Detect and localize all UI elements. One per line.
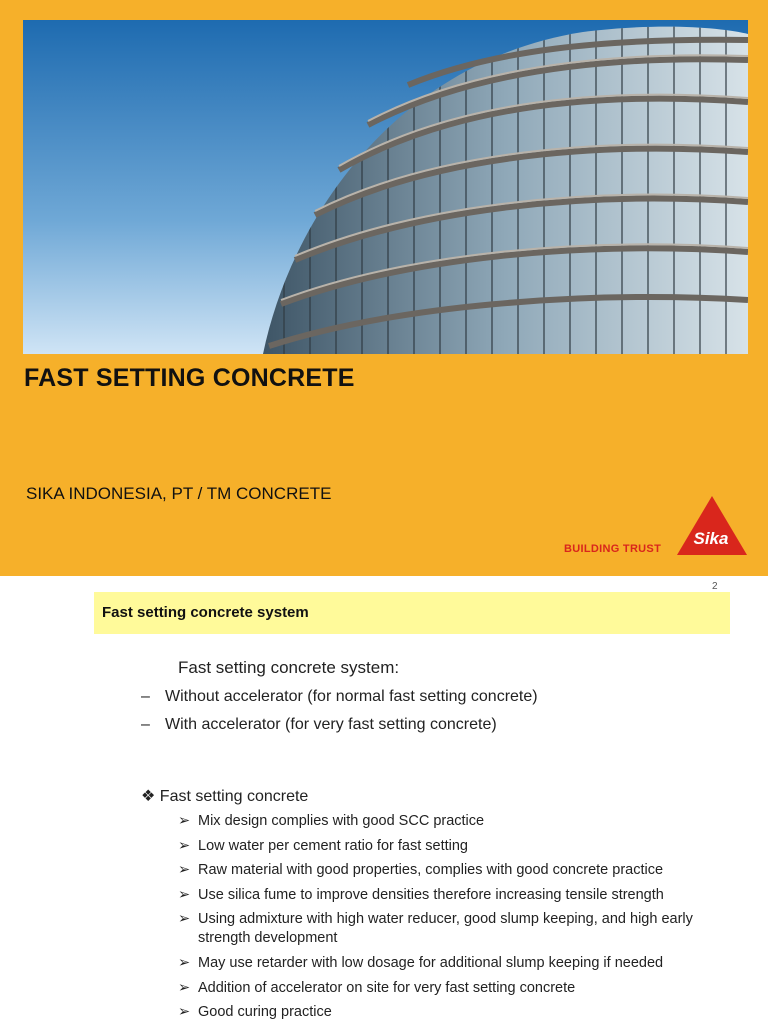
list-item: ➢ Use silica fume to improve densities therefore increasing tensile strength <box>178 886 664 903</box>
list-item: ➢ Addition of accelerator on site for very fast setting concrete <box>178 979 576 996</box>
dash-list-item: – With accelerator (for very fast setting concrete) <box>141 716 497 733</box>
dash-bullet-icon: – <box>141 688 150 705</box>
list-item: ➢ Raw material with good properties, complies with good concrete practice <box>178 862 664 879</box>
logo-wordmark: Sika <box>693 529 729 548</box>
dash-bullet-icon: – <box>141 716 150 733</box>
page-number: 2 <box>712 581 718 592</box>
arrow-bullet-icon: ➢ <box>178 979 191 996</box>
sika-logo <box>676 494 748 556</box>
list-item: ➢ Using admixture with high water reducer, good slump keeping, and high early strength development <box>178 911 693 947</box>
building-photo <box>23 20 748 354</box>
arrow-bullet-icon: ➢ <box>178 1004 191 1021</box>
arrow-bullet-icon: ➢ <box>178 837 191 854</box>
section-banner <box>94 592 730 634</box>
arrow-bullet-icon: ➢ <box>178 862 191 879</box>
list-item: ➢ Low water per cement ratio for fast setting <box>178 837 468 854</box>
arrow-bullet-icon: ➢ <box>178 886 191 903</box>
arrow-bullet-icon: ➢ <box>178 954 191 971</box>
content-heading: Fast setting concrete system: <box>178 658 400 677</box>
dash-list-item: – Without accelerator (for normal fast setting concrete) <box>141 688 538 705</box>
list-item: ➢ May use retarder with low dosage for additional slump keeping if needed <box>178 954 664 971</box>
section-label: ❖ Fast setting concrete <box>141 788 309 805</box>
arrow-bullet-icon: ➢ <box>178 813 191 829</box>
diamond-bullet-icon: ❖ <box>141 788 156 805</box>
list-item: ➢ Mix design complies with good SCC practice <box>178 813 485 829</box>
bullet-list <box>178 812 738 1028</box>
slide-title: FAST SETTING CONCRETE <box>24 364 355 392</box>
content-slide <box>0 576 768 1024</box>
banner-title: Fast setting concrete system <box>102 604 309 621</box>
list-item: ➢ Good curing practice <box>178 1004 332 1021</box>
brand-tagline: BUILDING TRUST <box>564 543 662 555</box>
arrow-bullet-icon: ➢ <box>178 911 191 928</box>
slide-subtitle: SIKA INDONESIA, PT / TM CONCRETE <box>26 484 332 503</box>
building-illustration <box>23 20 748 354</box>
